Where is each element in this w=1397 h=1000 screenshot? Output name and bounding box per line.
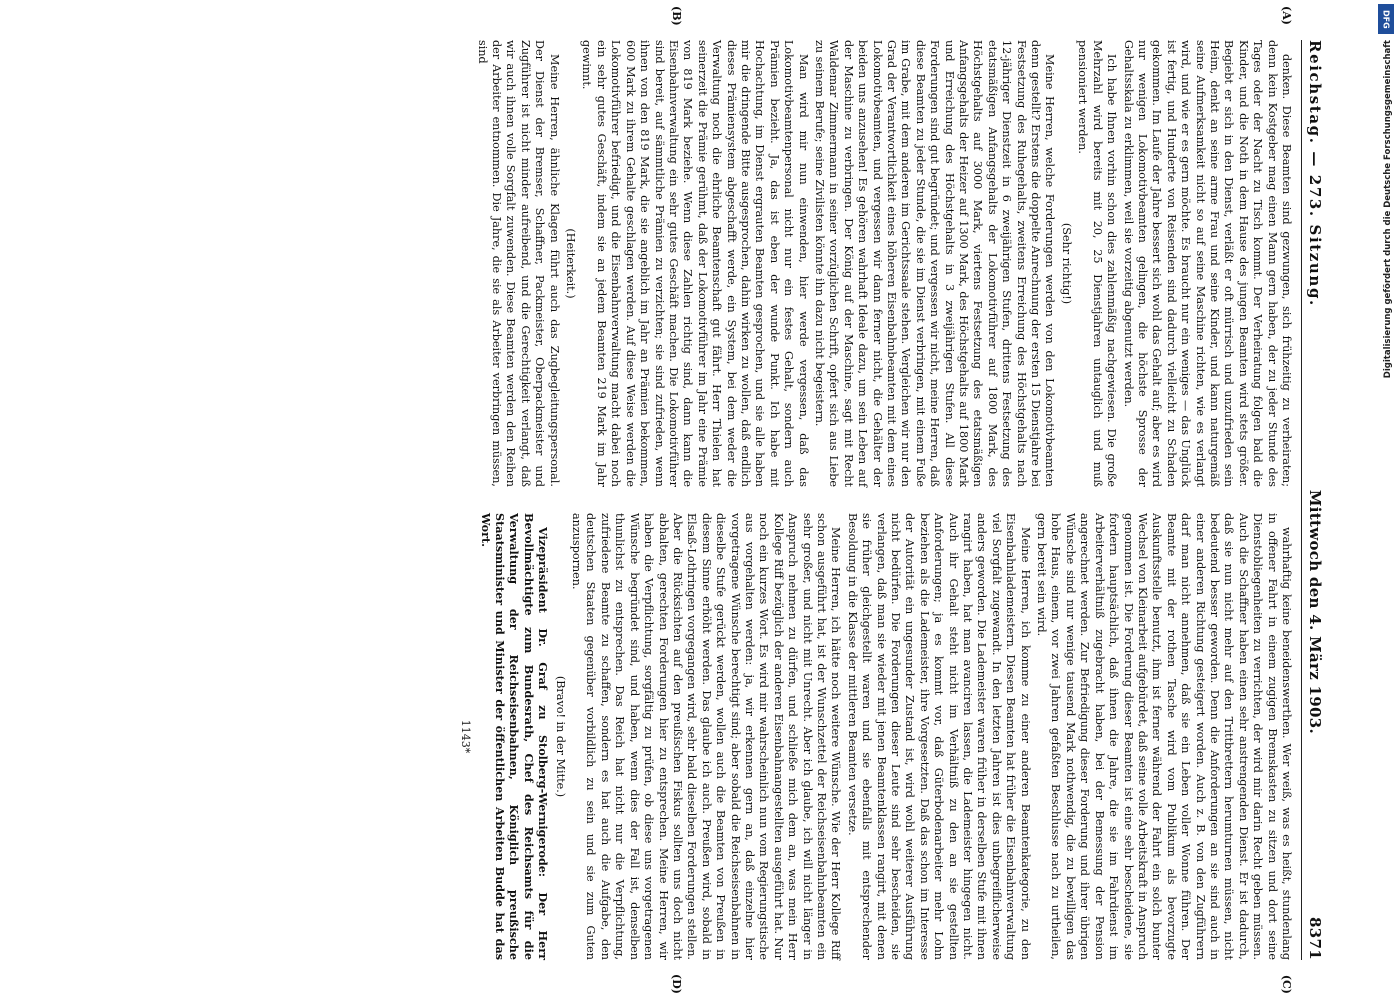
paragraph: denken. Diese Beamten sind gezwungen, sich frühzeitig zu verheiraten; denn kein Kostgeber mag einen Mann gern haben, der zu jeder Stunde des Tages oder der Nacht zu Tisch kommt. Der Verheiratung folgen bald die Kinder, und die Noth in dem Hause des jungen Beamten wird stets größer. Begiebt er sich in den Dienst, verläßt er oft mürrisch und unzufrieden sein Heim, denkt an seine arme Frau und seine Kinder, und kann naturgemäß seine Aufmerksamkeit nicht so auf seine Maschine richten, wie es verlangt wird, und wie er es gern möchte. Es braucht nur ein weniges — das Unglück ist fertig, und Hunderte von Reisenden sind dadurch vielleicht zu Schaden gekommen. Im Laufe der Jahre bessert sich wohl das Gehalt auf; aber es wird nur wenigen Lokomotivbeamten gelingen, die höchste Sprosse der Gehaltsskala zu erklimmen, weil sie vorzeitig abgenutzt werden. <box>1121 40 1293 487</box>
left-column <box>43 6 1293 487</box>
paragraph: wahrhaftig keine beneidenswerthen. Wer weiß, was es heißt, stundenlang in offener Fahrt in einem zugigen Bremskasten zu sitzen und dort seine Dienstobliegenheiten zu verrichten, der wird mir darin Recht geben müssen. Auch die Schaffner haben einen sehr anstrengenden Dienst. Er ist dadurch, daß sie nun nicht mehr auf den Trittbrettern herumturnen müssen, nicht bedeutend besser geworden. Denn die Anforderungen an sie sind auch in einer anderen Richtung gesteigert worden. Auch z. B. von den Zugführern darf man nicht annehmen, daß sie ein Leben voller Wonne führen. Der Beamte mit der rothen Tasche wird vom Publikum als bevorzugte Auskunftsstelle benutzt, ihm ist ferner während der Fahrt ein solch bunter Wechsel von Kleinarbeit aufgebürdet, daß seine volle Arbeitskraft in Anspruch genommen ist. Die Forderung dieser Beamten ist eine sehr bescheidene, sie fordern hauptsächlich, daß ihnen die Jahre, die sie im Fahrdienst im Arbeiterverhältniß zugebracht haben, bei der Bemessung der Pension angerechnet werden. Zur Befriedigung dieser Forderung und ihrer übrigen Wünsche sind nur wenige tausend Mark nothwendig, die zu bewilligen das hohe Haus, einem, vor zwei Jahren gefaßten Beschlusse nach zu urtheilen, gern bereit sein wird. <box>1035 513 1293 960</box>
paragraph: Meine Herren, ähnliche Klagen führt auch das Zugbegleitungspersonal. Der Dienst der Bremser, Schaffner, Packmeister, Oberpackmeister und Zugführer ist nicht minder aufreibend, und die Gerechtigkeit verlangt, daß wir auch ihnen volle Sorgfalt zuwenden. Diese Beamten werden den Reihen der Arbeiter entnommen. Die Jahre, die sie als Arbeiter verbringen müssen, sind <box>475 40 561 487</box>
speaker-paragraph: Vizepräsident Dr. Graf zu Stolberg-Wernigerode: Der Herr Bevollmächtigte zum Bundesrath, Chef des Reichsamts für die Verwaltung der Reichseisenbahnen, Königlich preußische Staatsminister und Minister der öffentlichen Arbeiten Budde hat das Wort. <box>478 513 551 960</box>
page-number: 8371 <box>1306 917 1324 960</box>
page-footer: 1143* <box>459 719 473 754</box>
right-column <box>43 513 1293 994</box>
margin-marker-b: (B) <box>670 6 683 26</box>
header-date: Mittwoch den 4. März 1903. <box>1306 489 1324 735</box>
paragraph: Man wird mir nun einwenden, hier werde vergessen, daß das Lokomotivbeamtenpersonal nicht nur ein festes Gehalt, sondern auch Prämien bezieht. Ja, das ist eben der wunde Punkt. Ich habe mit Hochachtung, im Dienst ergrauten Beamten gesprochen, und sie alle haben mir die dringende Bitte ausgesprochen, dahin wirken zu wollen, daß endlich dieses Prämiensystem abgeschafft werde, ein System, bei dem weder die Verwaltung noch die ehrliche Beamtenschaft gut fährt. Herr Thielen hat seinerzeit die Prämie gerühmt, daß der Lokomotivführer im Jahr eine Prämie von 819 Mark beziehe. Wenn diese Zahlen richtig sind, dann kann die Eisenbahnverwaltung ein sehr gutes Geschäft machen. Die Lokomotivführer sind bereit, auf sämmtliche Prämien zu verzichten; sie sind zufrieden, wenn ihnen von den 819 Mark, die sie angeblich im Jahr an Prämien bekommen, 600 Mark zu ihrem Gehalte geschlagen werden. Auf diese Weise werden die Lokomotivführer befriedigt, und die Eisenbahnverwaltung macht dabei noch ein sehr gutes Geschäft, indem sie an jedem Beamten 219 Mark im Jahr gewinnt. <box>580 40 810 487</box>
margin-marker-a: (A) <box>1280 6 1293 25</box>
interjection: (Sehr richtig!) <box>1059 222 1073 305</box>
page-header <box>1301 40 1324 960</box>
paragraph: Meine Herren, ich hätte noch weitere Wünsche. Wie der Herr Kollege Riff schon ausgeführt hat, ist der Wunschzettel der Reichseisenbahnbeamten ein sehr großer, und nicht mit Unrecht. Aber ich glaube, ich will nicht länger in Anspruch nehmen zu dürfen, und schließe mich dem an, was mein Herr Kollege Riff bezüglich der anderen Eisenbahnangestellten ausgeführt hat. Nur noch ein kurzes Wort. Es wird mir wahrscheinlich nun vom Regierungstische aus vorgehalten werden: ja, wir erkennen gern an, daß einzelne hier vorgetragene Wünsche berechtigt sind; aber sobald die Reichseisenbahnen in dieselbe Stufe gerückt werden, wollen auch die Beamten von Preußen in diesem Sinne erhöht werden. Das glaube ich auch. Preußen wird, sobald in Elsaß-Lothringen vorgegangen wird, sehr bald dieselben Forderungen stellen. Aber die Rücksichten auf den preußischen Fiskus sollten uns doch nicht abhalten, gerechten Forderungen hier zu entsprechen. Meine Herren, wir haben die Verpflichtung, sorgfältig zu prüfen, ob diese uns vorgetragenen Wünsche begründet sind, und haben, wenn dies der Fall ist, denselben thunlichst zu entsprechen. Das Reich hat nicht nur die Verpflichtung, zufriedene Beamte zu schaffen, sondern es hat auch die Aufgabe, den deutschen Staaten gegenüber vorbildlich zu sein und sie zum Guten anzuspornen. <box>570 513 843 960</box>
watermark-text: Digitalisierung gefördert durch die Deutsche Forschungsgemeinschaft <box>1383 40 1393 379</box>
interjection: (Bravo! in der Mitte.) <box>553 675 567 798</box>
paragraph: Meine Herren, welche Forderungen werden von den Lokomotivbeamten denn gestellt? Erstens die doppelte Anrechnung der ersten 15 Dienstjahre bei Festsetzung des Ruhegehalts, zweitens Erreichung des Höchstgehalts nach 12-jähriger Dienstzeit in 6 zweijährigen Stufen, drittens Festsetzung des etatsmäßigen Anfangsgehalts der Lokomotivführer auf 1800 Mark, des Höchstgehalts auf 3000 Mark, viertens Festsetzung des etatsmäßigen Anfangsgehalts der Heizer auf 1300 Mark, des Höchstgehalts auf 1800 Mark und Erreichung des Höchstgehalts in 3 zweijährigen Stufen. All diese Forderungen sind gut begründet; und vergessen wir nicht, meine Herren, daß diese Beamten zu jeder Stunde, die sie im Dienst verbringen, mit einem Fuße im Grabe, mit dem anderen im Gerichtssaale stehen. Vergleichen wir nur den Grad der Verantwortlichkeit eines höheren Eisenbahnbeamten mit dem eines Lokomotivbeamten, und vergessen wir dann ferner nicht, die Gehälter der beiden uns anzusehen! Es gehören wahrhaft Ideale dazu, um sein Leben auf der Maschine zu verbringen. Der König auf der Maschine, sagt mit Recht Waldemar Zimmermann in seiner vorzüglichen Schrift, opfert sich aus Liebe zu seinem Berufe; seine Zivilisten könnte ihn dazu nicht begeistern. <box>813 40 1057 487</box>
header-session: Reichstag. — 273. Sitzung. <box>1306 40 1324 307</box>
paragraph: Ich habe Ihnen vorhin schon dies zahlenmäßig nachgewiesen. Die große Mehrzahl wird bereits mit 20, 25 Dienstjahren untauglich und muß pensioniert werden. <box>1076 40 1119 487</box>
interjection: (Heiterkeit.) <box>564 228 578 299</box>
margin-marker-d: (D) <box>670 974 683 994</box>
watermark-strip <box>1375 0 1397 1000</box>
margin-marker-c: (C) <box>1280 974 1293 994</box>
dfg-logo-icon: DFG <box>1378 4 1394 34</box>
text-columns <box>43 6 1293 994</box>
paragraph: Meine Herren, ich komme zu einer anderen Beamtenkategorie, zu den Eisenbahnlademeistern. Diesen Beamten hat früher die Eisenbahnverwaltung viel Sorgfalt zugewandt. In den letzten Jahren ist dies unbegreiflicherweise anders geworden. Die Lademeister waren früher in derselben Stufe mit ihnen rangirt haben, hat man avanciren lassen, die Lademeister hingegen nicht. Auch ihr Gehalt steht nicht im Verhältniß zu den an sie gestellten Anforderungen; ja es kommt vor, daß Güterbodenarbeiter mehr Lohn beziehen als die Lademeister, ihre Vorgesetzten. Daß das schon im Interesse der Autorität ein ungesunder Zustand ist, wird wohl weiterer Ausführung nicht bedürfen. Die Forderungen dieser Leute sind sehr bescheiden, sie verlangen, daß man sie wieder mit jenen Beamtenklassen rangirt, mit denen sie früher gleichgestellt waren und sie ebenfalls mit entsprechender Besoldung in die Klasse der mittleren Beamten versetze. <box>845 513 1032 960</box>
